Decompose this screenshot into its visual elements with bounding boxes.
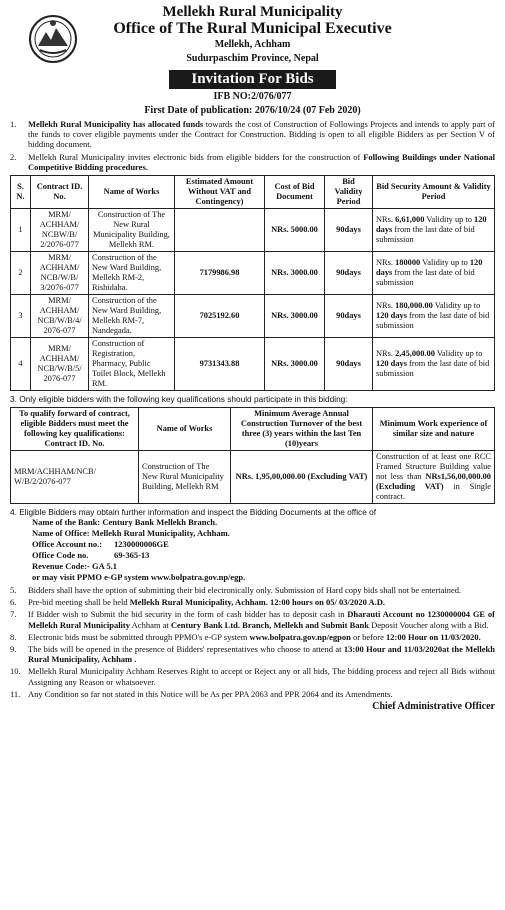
revenue-code: Revenue Code:- GA 5.1 (32, 561, 117, 572)
cell-contract-id: MRM/ ACHHAM/ NCB/W/B/ 3/2076-077 (31, 252, 89, 295)
cell-q-turnover: NRs. 1,95,00,000.00 (Excluding VAT) (231, 451, 373, 504)
para-number: 1. (10, 119, 17, 129)
cell-amount: 7025192.60 (175, 295, 265, 338)
para-number: 2. (10, 151, 17, 162)
cell-q-works: Construction of The New Rural Municipality Building, Mellekh RM (139, 451, 231, 504)
notice-title: Invitation For Bids (169, 70, 335, 89)
cell-sn: 1 (11, 209, 31, 252)
cell-amount: 7179986.98 (175, 252, 265, 295)
paragraph-6: 6. Pre-bid meeting shall be held Mellekh Rural Municipality, Achham. 12:00 hours on 05/ 03/2020 A.D. (10, 597, 386, 608)
cell-validity: 90days (325, 209, 373, 252)
egp-link: or may visit PPMO e-GP system www.bolpatra.gov.np/egp. (32, 572, 246, 583)
table-row (11, 295, 495, 338)
office-place: Mellekh, Achham (214, 39, 291, 50)
paragraph-3: 3. Only eligible bidders with the following key qualifications should participate in this bidding: (10, 394, 348, 405)
cell-sn: 4 (11, 338, 31, 391)
ifb-number: IFB NO:2/076/077 (213, 91, 292, 102)
cell-amount (175, 209, 265, 252)
col-works: Name of Works (89, 176, 175, 209)
cell-cost: NRs. 3000.00 (265, 252, 325, 295)
cell-sn: 2 (11, 252, 31, 295)
table-header-row (11, 176, 495, 209)
code-label: Office Code no. (32, 550, 89, 561)
cell-cost: NRs. 5000.00 (265, 209, 325, 252)
paragraph-9: 9. The bids will be opened in the presence of Bidders' representatives who choose to attend at 13:00 Hour and 11/03/2020at the Mellekh Rural Municipality, Achham . (10, 644, 496, 665)
bank-info (10, 517, 495, 583)
col-q-contract: To qualify forward of contract, eligible Bidders must meet the following key qualifications: Contract ID. No. (11, 408, 139, 451)
paragraph-4: 4. Eligible Bidders may obtain further information and inspect the Bidding Documents at the office of (10, 507, 377, 518)
cell-validity: 90days (325, 252, 373, 295)
para-1-bold: Mellekh Rural Municipality has allocated funds (28, 119, 204, 129)
col-validity: Bid Validity Period (325, 176, 373, 209)
cell-security: NRs. 180000 Validity up to 120 days from the last date of bid submission (373, 252, 495, 295)
cell-q-experience: Construction of at least one RCC Framed Structure Building value not less than NRs1,56,00,000.00 (Excluding VAT) in Single contract. (373, 451, 495, 504)
cell-works: Construction of the New Ward Building, Mellekh RM-2, Rishidaha. (89, 252, 175, 295)
paragraph-7: 7. If Bidder wish to Submit the bid security in the form of cash bidder has to deposit cash in Dharauti Account no 1230000004 GE of Mellekh Rural Municipality Achham at Century Bank Ltd. Branch, Mellekh and Submit Bank Deposit Voucher along with a Bid. (10, 609, 495, 630)
province: Sudurpaschim Province, Nepal (186, 53, 319, 64)
paragraph-10: 10. Mellekh Rural Municipality Achham Reserves Right to accept or Reject any or all bids, The bidding process and reject all Bids without Assigning any Reason or whatsoever. (10, 666, 495, 687)
office-name: Office of The Rural Municipal Executive (113, 20, 392, 37)
cell-cost: NRs. 3000.00 (265, 295, 325, 338)
col-security: Bid Security Amount & Validity Period (373, 176, 495, 209)
col-cost: Cost of Bid Document (265, 176, 325, 209)
col-amount: Estimated Amount Without VAT and Contingency) (175, 176, 265, 209)
cell-security: NRs. 2,45,000.00 Validity up to 120 days from the last date of bid submission (373, 338, 495, 391)
org-name: Mellekh Rural Municipality (162, 4, 343, 20)
notice-header (10, 0, 495, 117)
col-q-turnover: Minimum Average Annual Construction Turnover of the best three (3) years within the last Ten (10)years (231, 408, 373, 451)
cell-works: Construction of The New Rural Municipality Building, Mellekh RM. (89, 209, 175, 252)
bank-name: Name of the Bank: Century Bank Mellekh Branch. (32, 517, 218, 528)
cell-validity: 90days (325, 295, 373, 338)
projects-table (10, 175, 495, 391)
paragraph-5: 5. Bidders shall have the option of submitting their bid electronically only. Submission of Hard copy bids shall not be entertained. (10, 585, 462, 596)
cell-works: Construction of Registration, Pharmacy, Public Toilet Block, Mellekh RM. (89, 338, 175, 391)
paragraph-2 (10, 152, 495, 172)
cell-works: Construction of the New Ward Building, Mellekh RM-7, Nandegada. (89, 295, 175, 338)
government-emblem-icon (28, 14, 78, 64)
cell-sn: 3 (11, 295, 31, 338)
account-value: 1230000006GE (114, 539, 169, 550)
col-q-works: Name of Works (139, 408, 231, 451)
account-label: Office Account no.: (32, 539, 103, 550)
col-contract-id: Contract ID. No. (31, 176, 89, 209)
cell-amount: 9731343.88 (175, 338, 265, 391)
qualification-table (10, 407, 495, 504)
cell-security: NRs. 6,61,000 Validity up to 120 days from the last date of bid submission (373, 209, 495, 252)
publication-date: First Date of publication: 2076/10/24 (07 Feb 2020) (144, 105, 361, 116)
para-2-text: Mellekh Rural Municipality invites electronic bids from eligible bidders for the construction of (28, 151, 364, 162)
paragraph-1 (10, 119, 495, 150)
cell-validity: 90days (325, 338, 373, 391)
cell-security: NRs. 180,000.00 Validity up to 120 days from the last date of bid submission (373, 295, 495, 338)
table-row (11, 252, 495, 295)
table-row (11, 338, 495, 391)
table-row (11, 209, 495, 252)
table-row (11, 451, 495, 504)
code-value: 69-365-13 (114, 550, 150, 561)
signature: Chief Administrative Officer (372, 701, 495, 713)
cell-contract-id: MRM/ ACHHAM/ NCBW/B/ 2/2076-077 (31, 209, 89, 252)
cell-q-contract: MRM/ACHHAM/NCB/ W/B/2/2076-077 (11, 451, 139, 504)
office-name-line: Name of Office: Mellekh Rural Municipality, Achham. (32, 528, 230, 539)
col-sn: S. N. (11, 176, 31, 209)
para-1-text: towards the cost of Construction of Followings Projects and intends to apply part of the funds to cover eligible payments under the Contract for Construction. Bidding is open to all eligible Bidders as per Section V of bidding document. (28, 119, 495, 150)
paragraph-8: 8. Electronic bids must be submitted through PPMO's e-GP system www.bolpatra.gov.np/egpon or before 12:00 Hour on 11/03/2020. (10, 631, 481, 642)
col-q-experience: Minimum Work experience of similar size and nature (373, 408, 495, 451)
cell-cost: NRs. 3000.00 (265, 338, 325, 391)
paragraph-11: 11. Any Condition so far not stated in this Notice will be As per PPA 2063 and PPR 2064 and its Amendments. (10, 688, 393, 699)
table-header-row (11, 408, 495, 451)
cell-contract-id: MRM/ ACHHAM/ NCB/W/B/5/ 2076-077 (31, 338, 89, 391)
cell-contract-id: MRM/ ACHHAM/ NCB/W/B/4/ 2076-077 (31, 295, 89, 338)
para-2-bold: Following Buildings under National Competitive Bidding procedures. (28, 151, 495, 172)
